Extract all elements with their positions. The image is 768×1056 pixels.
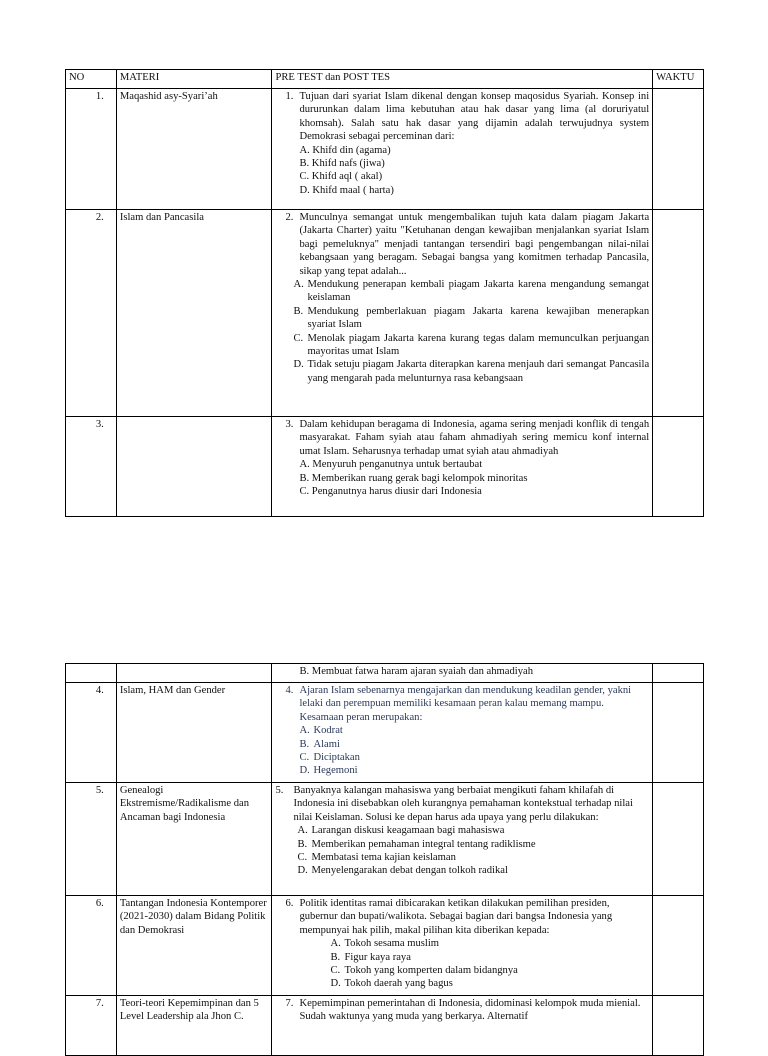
waktu-cell (653, 210, 704, 417)
option: B. Mendukung pemberlakuan piagam Jakarta karena kewajiban menerapkan syariat Islam (293, 305, 650, 331)
question-number: 5. (275, 785, 284, 796)
table-row (66, 417, 704, 517)
option: D. Tidak setuju piagam Jakarta diterapkan karena menjauh dari semangat Pancasila yang mengarah pada melunturnya rasa kebangsaan (293, 359, 650, 384)
question-cell (272, 89, 653, 210)
option: D. Hegemoni (299, 765, 358, 777)
row-number: 2. (66, 210, 117, 417)
row-number: 6. (66, 896, 117, 996)
waktu-cell (653, 89, 704, 210)
row-number: 1. (66, 89, 117, 210)
option: A. Tokoh sesama muslim (330, 938, 440, 950)
materi-cell: Teori-teori Kepemimpinan dan 5 Level Leadership ala Jhon C. (116, 996, 272, 1056)
question-cell (272, 996, 653, 1056)
table-row (66, 210, 704, 417)
option: C. Menolak piagam Jakarta karena kurang tegas dalam memunculkan perjuangan mayoritas umat Islam (293, 332, 650, 358)
option: D. Khifd maal ( harta) (299, 184, 394, 196)
materi-cell: Genealogi Ekstremisme/Radikalisme dan Ancaman bagi Indonesia (116, 783, 272, 896)
question-number: 3. (285, 419, 294, 430)
option: C. Penganutnya harus diusir dari Indonesia (299, 486, 482, 498)
question-table-1 (65, 69, 704, 517)
question-cell (272, 210, 653, 417)
option: B. Memberikan pemahaman integral tentang radiklisme (297, 838, 536, 850)
table-row (66, 896, 704, 996)
materi-cell (116, 664, 272, 683)
question-text: Tujuan dari syariat Islam dikenal dengan konsep maqosidus Syariah. Konsep ini dururunkan dalam lima kebutuhan atau hak dasar yang lima (al doruriyatul khomsah). Salah satu hak dasar yang dijamin adalah terwujudnya system Demokrasi sebagai perceminan dari: (299, 91, 650, 143)
question-number: 4. (285, 685, 294, 696)
table-row (66, 783, 704, 896)
question-number: 1. (285, 91, 294, 102)
materi-cell: Islam dan Pancasila (116, 210, 272, 417)
materi-cell: Islam, HAM dan Gender (116, 683, 272, 783)
row-number: 7. (66, 996, 117, 1056)
question-text: Kepemimpinan pemerintahan di Indonesia, didominasi kelompok muda mienial. Sudah waktunya yang muda yang berkarya. Alternatif (299, 998, 641, 1023)
option: B. Alami (299, 738, 340, 750)
question-cell (272, 417, 653, 517)
question-number: 6. (285, 898, 294, 909)
option: A. Menyuruh penganutnya untuk bertaubat (299, 459, 483, 471)
header-no: NO (66, 70, 117, 89)
table-row (66, 683, 704, 783)
materi-cell: Tantangan Indonesia Kontemporer (2021-2030) dalam Bidang Politik dan Demokrasi (116, 896, 272, 996)
question-number: 7. (285, 998, 294, 1009)
row-number (66, 664, 117, 683)
option: D. Menyelengarakan debat dengan tolkoh radikal (297, 865, 508, 877)
table-row (66, 664, 704, 683)
question-text: Banyaknya kalangan mahasiswa yang berbaiat mengikuti faham khilafah di Indonesia ini disebabkan oleh kurangnya pemahaman kontekstual terhadap nilai nilai Keislaman. Solusi ke depan harus ada upaya yang perlu dilakukan: (293, 785, 633, 823)
question-text: Politik identitas ramai dibicarakan ketikan dilakukan pemilihan presiden, gubernur dan bupati/walikota. Sebagai bagian dari bangsa Indonesia yang mempunyai hak pilih, makal pilihan kita diberikan kepada: (299, 898, 613, 936)
question-cell (272, 664, 653, 683)
waktu-cell (653, 664, 704, 683)
option: C. Tokoh yang komperten dalam bidangnya (330, 965, 518, 977)
row-number: 4. (66, 683, 117, 783)
option: A. Mendukung penerapan kembali piagam Jakarta karena mengandung semangat keislaman (293, 279, 650, 304)
question-text: Munculnya semangat untuk mengembalikan tujuh kata dalam piagam Jakarta (Jakarta Charter) yaitu "Ketuhanan dengan kewajiban menjalankan syariat Islam bagi pemeluknya" menjadi tantangan tersendiri bagi pengembangan nilai-nilai kebangsaan yang beragam. Sebagai bangsa yang komitmen terhadap Pancasila, sikap yang tepat adalah... (299, 212, 650, 277)
option: C. Membatasi tema kajian keislaman (297, 852, 456, 864)
option: B. Memberikan ruang gerak bagi kelompok minoritas (299, 472, 528, 484)
table-row (66, 996, 704, 1056)
header-test: PRE TEST dan POST TES (272, 70, 653, 89)
question-table-2 (65, 663, 704, 1056)
table-header-row (66, 70, 704, 89)
option: B. Figur kaya raya (330, 951, 411, 963)
option: B. Membuat fatwa haram ajaran syaiah dan ahmadiyah (299, 666, 533, 677)
row-number: 3. (66, 417, 117, 517)
row-number: 5. (66, 783, 117, 896)
waktu-cell (653, 683, 704, 783)
waktu-cell (653, 996, 704, 1056)
question-number: 2. (285, 212, 294, 223)
question-text: Ajaran Islam sebenarnya mengajarkan dan mendukung keadilan gender, yakni lelaki dan perempuan memiliki kesamaan peran kalau memang mampu. Kesamaan peran merupakan: (299, 685, 632, 723)
option: B. Khifd nafs (jiwa) (299, 158, 385, 170)
question-cell (272, 896, 653, 996)
waktu-cell (653, 896, 704, 996)
question-cell (272, 683, 653, 783)
waktu-cell (653, 783, 704, 896)
waktu-cell (653, 417, 704, 517)
header-waktu: WAKTU (653, 70, 704, 89)
question-text: Dalam kehidupan beragama di Indonesia, agama sering menjadi konflik di tengah masyarakat. Faham syiah atau faham ahmadiyah sering memicu konf internal umat Islam. Seharusnya terhadap umat syiah atau ahmadiyah (299, 419, 650, 457)
option: A. Larangan diskusi keagamaan bagi mahasiswa (297, 825, 505, 837)
option: D. Tokoh daerah yang bagus (330, 978, 453, 990)
option: A. Khifd din (agama) (299, 144, 391, 156)
option: A. Kodrat (299, 725, 343, 737)
materi-cell (116, 417, 272, 517)
materi-cell: Maqashid asy-Syari’ah (116, 89, 272, 210)
option: C. Khifd aql ( akal) (299, 171, 383, 183)
option: C. Diciptakan (299, 752, 360, 764)
header-materi: MATERI (116, 70, 272, 89)
question-cell (272, 783, 653, 896)
table-row (66, 89, 704, 210)
